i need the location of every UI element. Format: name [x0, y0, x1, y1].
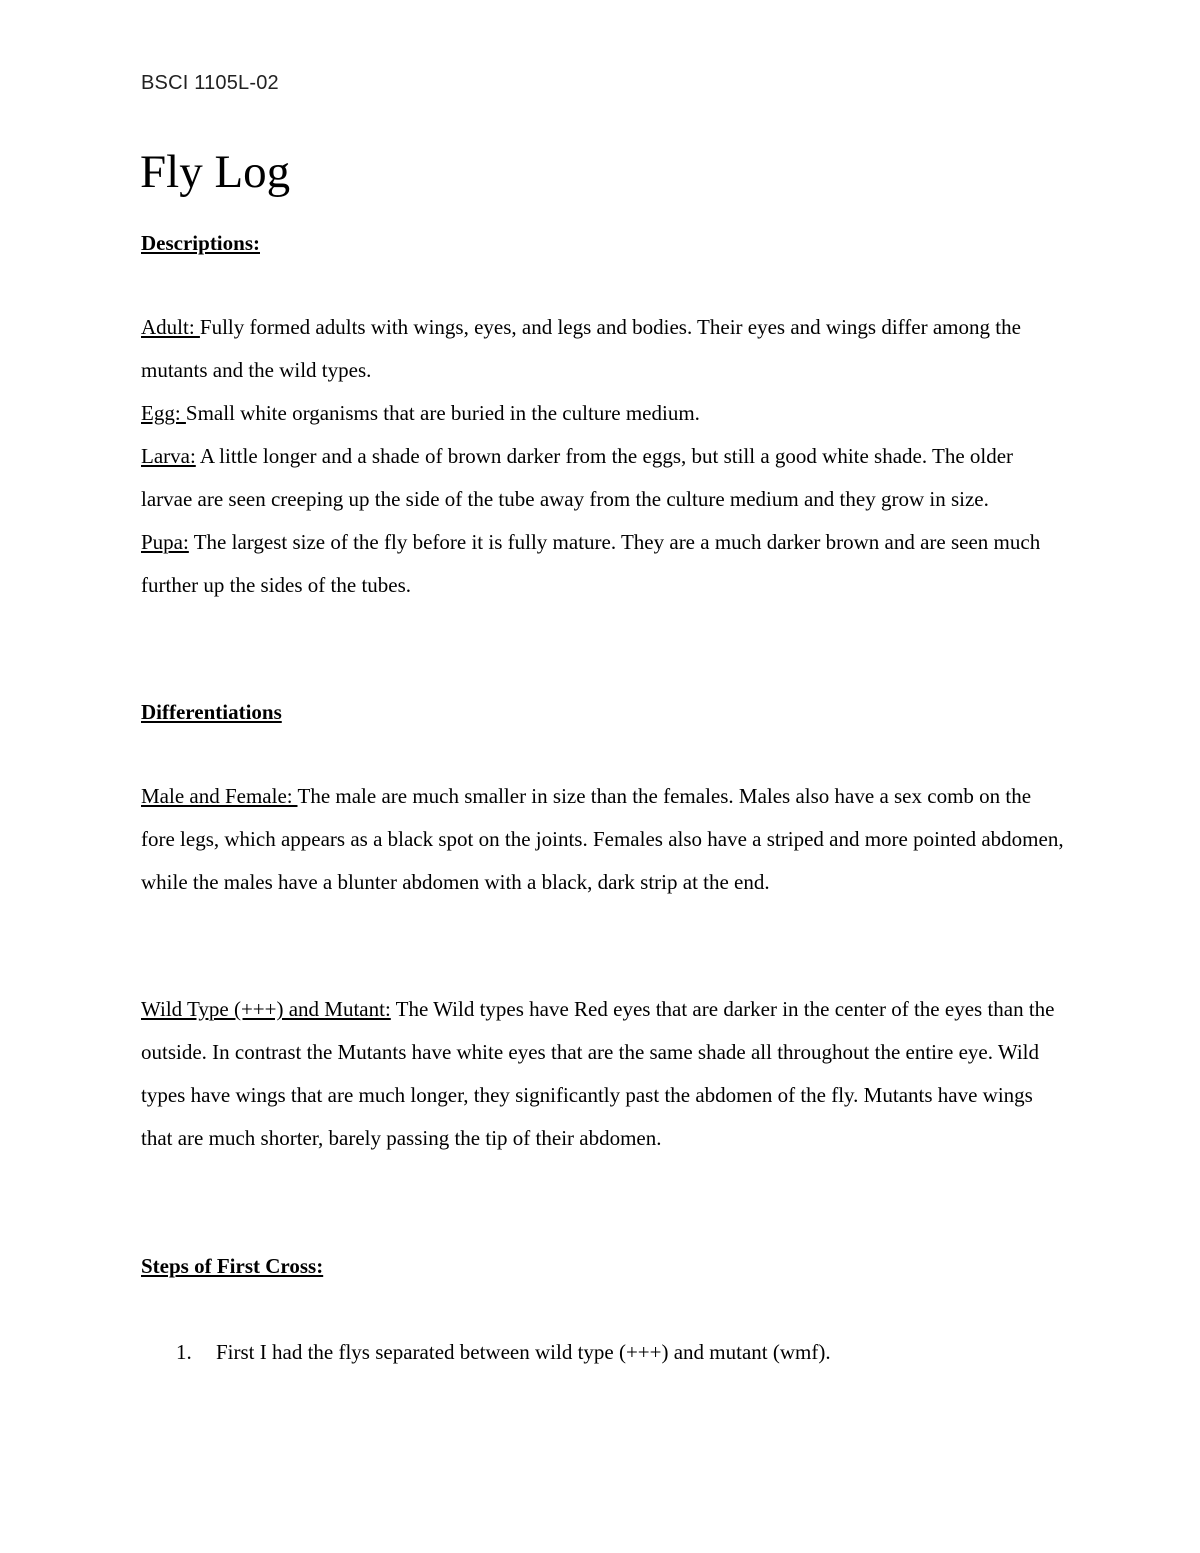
- step-text: First I had the flys separated between wild type (+++) and mutant (wmf).: [216, 1340, 831, 1364]
- term-larva: Larva:: [141, 444, 196, 468]
- term-wild-mutant: Wild Type (+++) and Mutant:: [141, 997, 391, 1021]
- description-egg: [141, 392, 1066, 435]
- first-cross-heading: Steps of First Cross:: [141, 1254, 324, 1278]
- text-larva: A little longer and a shade of brown darker from the eggs, but still a good white shade. The older larvae are seen creeping up the side of the tube away from the culture medium and they grow in size.: [141, 444, 1014, 511]
- page-title: Fly Log: [140, 146, 291, 198]
- descriptions-heading: Descriptions:: [141, 231, 260, 255]
- description-pupa: [141, 521, 1066, 607]
- course-header: BSCI 1105L-02: [141, 72, 279, 94]
- text-pupa: The largest size of the fly before it is fully mature. They are a much darker brown and are seen much further up the sides of the tubes.: [141, 530, 1041, 597]
- term-pupa: Pupa:: [141, 530, 189, 554]
- text-wild-mutant: The Wild types have Red eyes that are darker in the center of the eyes than the outside. In contrast the Mutants have white eyes that are the same shade all throughout the entire eye. Wild types have wings that are much longer, they significantly past the abdomen of the fly. Mutants have wings that are much shorter, barely passing the tip of their abdomen.: [141, 997, 1055, 1150]
- description-larva: [141, 435, 1066, 521]
- sex-differentiation: [141, 775, 1066, 904]
- step-number: 1.: [176, 1340, 192, 1364]
- text-egg: Small white organisms that are buried in the culture medium.: [185, 401, 700, 425]
- term-adult: Adult:: [141, 315, 200, 339]
- text-male-female: The male are much smaller in size than the females. Males also have a sex comb on the fore legs, which appears as a black spot on the joints. Females also have a striped and more pointed abdomen, while the males have a blunter abdomen with a black, dark strip at the end.: [141, 784, 1064, 894]
- term-male-female: Male and Female:: [141, 784, 298, 808]
- term-egg: Egg:: [141, 401, 186, 425]
- list-item: [176, 1337, 831, 1367]
- text-adult: Fully formed adults with wings, eyes, and legs and bodies. Their eyes and wings differ among the mutants and the wild types.: [141, 315, 1021, 382]
- description-adult: [141, 306, 1066, 392]
- type-differentiation: [141, 988, 1066, 1160]
- differentiations-heading: Differentiations: [141, 700, 282, 724]
- descriptions-section: [141, 306, 1066, 607]
